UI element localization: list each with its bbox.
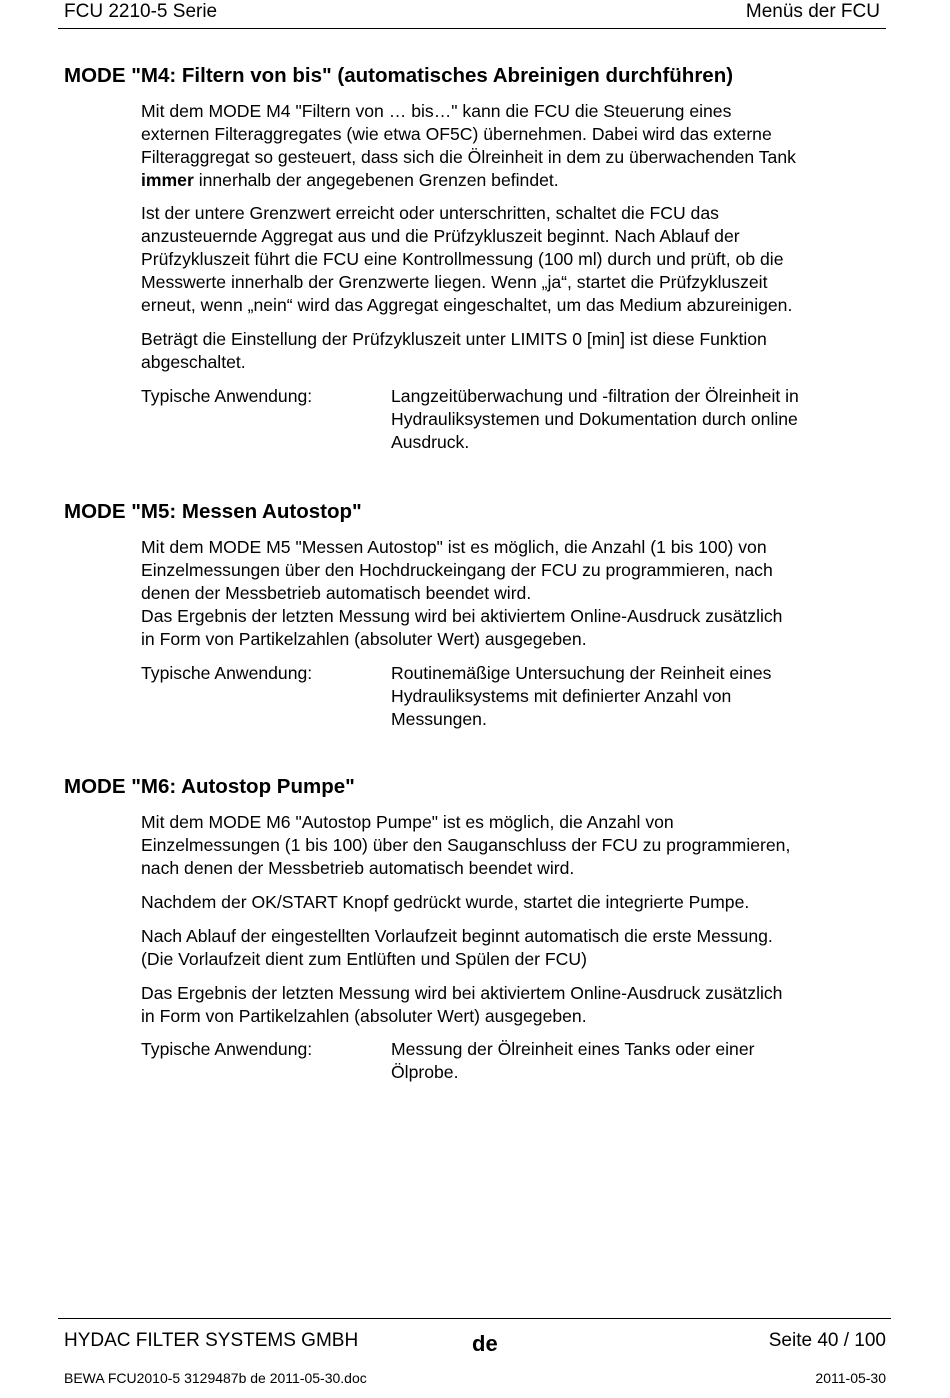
text-line: in Form von Partikelzahlen (absoluter Wert) ausgegeben. bbox=[141, 629, 587, 649]
text-line: Mit dem MODE M5 "Messen Autostop" ist es möglich, die Anzahl (1 bis 100) von bbox=[141, 537, 767, 557]
text-line: Einzelmessungen über den Hochdruckeingang der FCU zu programmieren, nach bbox=[141, 560, 773, 580]
m4-paragraph-2 bbox=[141, 202, 886, 317]
m6-paragraph-2 bbox=[141, 891, 886, 914]
text-line: Messwerte innerhalb der Grenzwerte liegen. Wenn „ja“, startet die Prüfzykluszeit bbox=[141, 272, 768, 292]
text-line: Mit dem MODE M6 "Autostop Pumpe" ist es möglich, die Anzahl von bbox=[141, 812, 674, 832]
text-line: Das Ergebnis der letzten Messung wird bei aktiviertem Online-Ausdruck zusätzlich bbox=[141, 983, 783, 1003]
m4-application-text bbox=[391, 385, 886, 454]
m4-paragraph-3 bbox=[141, 328, 886, 374]
text-line: Ausdruck. bbox=[391, 432, 470, 452]
m6-paragraph-3 bbox=[141, 925, 886, 971]
text-line: Mit dem MODE M4 "Filtern von … bis…" kann die FCU die Steuerung eines bbox=[141, 101, 732, 121]
m6-application-text bbox=[391, 1038, 886, 1084]
text-line: externen Filteraggregates (wie etwa OF5C) übernehmen. Dabei wird das externe bbox=[141, 124, 772, 144]
text-line: Messungen. bbox=[391, 709, 487, 729]
page-header bbox=[58, 0, 886, 29]
text-line: Routinemäßige Untersuchung der Reinheit eines bbox=[391, 663, 772, 683]
text-line: (Die Vorlaufzeit dient zum Entlüften und Spülen der FCU) bbox=[141, 949, 587, 969]
m4-application-label: Typische Anwendung: bbox=[141, 386, 313, 406]
m5-heading: MODE "M5: Messen Autostop" bbox=[64, 500, 362, 523]
footer-company: HYDAC FILTER SYSTEMS GMBH bbox=[64, 1330, 359, 1351]
text-line: erneut, wenn „nein“ wird das Aggregat eingeschaltet, um das Medium abzureinigen. bbox=[141, 295, 793, 315]
footer-divider bbox=[58, 1318, 891, 1319]
text-line: Hydrauliksystemen und Dokumentation durch online bbox=[391, 409, 798, 429]
text-line: Nachdem der OK/START Knopf gedrückt wurde, startet die integrierte Pumpe. bbox=[141, 892, 750, 912]
footer-language: de bbox=[472, 1331, 498, 1356]
text-line: nach denen der Messbetrieb automatisch beendet wird. bbox=[141, 858, 575, 878]
emphasis: immer bbox=[141, 170, 194, 190]
m5-paragraph-1 bbox=[141, 536, 886, 651]
footer-document-name: BEWA FCU2010-5 3129487b de 2011-05-30.doc bbox=[64, 1370, 367, 1386]
text-line: Nach Ablauf der eingestellten Vorlaufzeit beginnt automatisch die erste Messung. bbox=[141, 926, 773, 946]
text-line: Hydrauliksystems mit definierter Anzahl von bbox=[391, 686, 732, 706]
text-line: Langzeitüberwachung und -filtration der Ölreinheit in bbox=[391, 386, 799, 406]
text-line: Prüfzykluszeit führt die FCU eine Kontrollmessung (100 ml) durch und prüft, ob die bbox=[141, 249, 784, 269]
text-line: abgeschaltet. bbox=[141, 352, 246, 372]
header-section: Menüs der FCU bbox=[745, 1, 880, 22]
text-line: anzusteuernde Aggregat aus und die Prüfzykluszeit beginnt. Nach Ablauf der bbox=[141, 226, 740, 246]
text-line bbox=[141, 169, 886, 192]
text-line: Messung der Ölreinheit eines Tanks oder einer bbox=[391, 1039, 755, 1059]
m6-paragraph-1 bbox=[141, 811, 886, 880]
m6-application-label: Typische Anwendung: bbox=[141, 1039, 313, 1059]
page-number: Seite 40 / 100 bbox=[768, 1330, 886, 1351]
footer-date: 2011-05-30 bbox=[815, 1370, 886, 1386]
m5-application-label: Typische Anwendung: bbox=[141, 663, 313, 683]
m6-heading: MODE "M6: Autostop Pumpe" bbox=[64, 775, 355, 798]
m5-application-text bbox=[391, 662, 886, 731]
text-line: Filteraggregat so gesteuert, dass sich die Ölreinheit in dem zu überwachenden Tank bbox=[141, 147, 796, 167]
text-fragment: innerhalb der angegebenen Grenzen befindet. bbox=[193, 170, 559, 190]
header-title: FCU 2210-5 Serie bbox=[64, 1, 218, 22]
text-line: Ölprobe. bbox=[391, 1062, 459, 1082]
text-line: denen der Messbetrieb automatisch beendet wird. bbox=[141, 583, 532, 603]
text-line: Einzelmessungen (1 bis 100) über den Sauganschluss der FCU zu programmieren, bbox=[141, 835, 791, 855]
m4-paragraph-1 bbox=[141, 100, 886, 192]
m6-paragraph-4 bbox=[141, 982, 886, 1028]
text-line: Beträgt die Einstellung der Prüfzykluszeit unter LIMITS 0 [min] ist diese Funktion bbox=[141, 329, 767, 349]
text-line: in Form von Partikelzahlen (absoluter Wert) ausgegeben. bbox=[141, 1006, 587, 1026]
text-line: Ist der untere Grenzwert erreicht oder unterschritten, schaltet die FCU das bbox=[141, 203, 719, 223]
m4-heading: MODE "M4: Filtern von bis" (automatisches Abreinigen durchführen) bbox=[64, 64, 734, 87]
text-line: Das Ergebnis der letzten Messung wird bei aktiviertem Online-Ausdruck zusätzlich bbox=[141, 606, 783, 626]
